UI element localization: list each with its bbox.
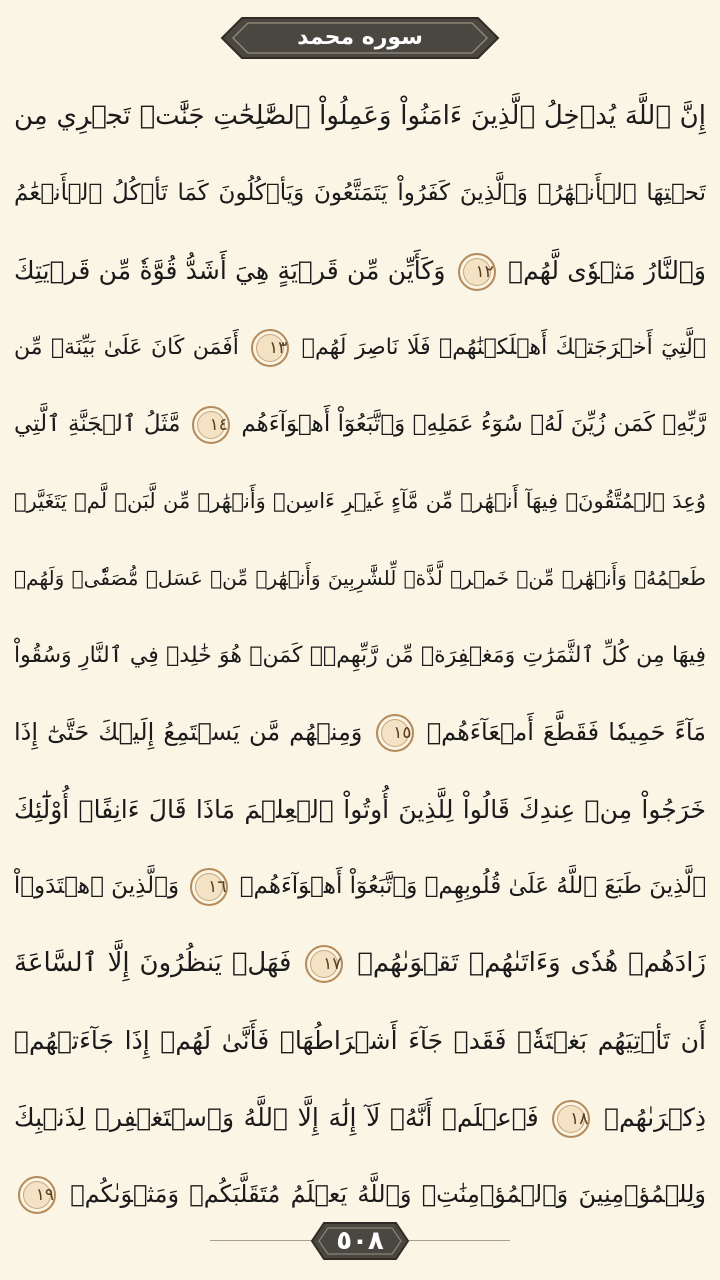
verse-line (14, 925, 706, 1002)
verse-text: ٱلَّتِيٓ أَخۡرَجَتۡكَ أَهۡلَكۡنَٰهُمۡ فَلَا نَاصِرَ لَهُمۡ (301, 335, 706, 360)
verse-text: وَكَأَيِّن مِّن قَرۡيَةٍ هِيَ أَشَدُّ قُوَّةٗ مِّن قَرۡيَتِكَ (14, 256, 446, 285)
verse-text: وَٱلنَّارُ مَثۡوٗى لَّهُمۡ (508, 256, 706, 285)
verse-line (14, 78, 706, 155)
verse-text: وَلِلۡمُؤۡمِنِينَ وَٱلۡمُؤۡمِنَٰتِۗ وَٱللَّهُ يَعۡلَمُ مُتَقَلَّبَكُمۡ وَمَثۡوَىٰكُمۡ (70, 1180, 706, 1208)
verse-text: زَادَهُمۡ هُدٗى وَءَاتَىٰهُمۡ تَقۡوَىٰهُمۡ (357, 948, 706, 978)
verse-text: طَعۡمُهُۥ وَأَنۡهَٰرٞ مِّنۡ خَمۡرٖ لَّذَّةٖ لِّلشَّٰرِبِينَ وَأَنۡهَٰرٞ مِّنۡ عَسَلٖ مُّصَفّٗىۖ وَلَهُمۡ (14, 566, 706, 590)
verse-text: تَحۡتِهَا ٱلۡأَنۡهَٰرُۖ وَٱلَّذِينَ كَفَرُواْ يَتَمَتَّعُونَ وَيَأۡكُلُونَ كَمَا تَأۡكُلُ ٱلۡأَنۡعَٰمُ (14, 180, 706, 206)
page-number-badge (310, 1220, 410, 1262)
verse-text: مَآءً حَمِيمٗا فَقَطَّعَ أَمۡعَآءَهُمۡ (426, 718, 706, 746)
ayah-number-marker: ١٨ (552, 1100, 590, 1138)
ayah-number-marker: ١٥ (376, 714, 414, 752)
verse-line (14, 771, 706, 848)
verse-text: وُعِدَ ٱلۡمُتَّقُونَۖ فِيهَآ أَنۡهَٰرٞ مِّن مَّآءٍ غَيۡرِ ءَاسِنٖ وَأَنۡهَٰرٞ مِّن لَّبَنٖ لَّمۡ يَتَغَيَّرۡ (14, 489, 706, 513)
verse-text: وَٱلَّذِينَ ٱهۡتَدَوۡاْ (14, 873, 180, 899)
verse-text: خَرَجُواْ مِنۡ عِندِكَ قَالُواْ لِلَّذِينَ أُوتُواْ ٱلۡعِلۡمَ مَاذَا قَالَ ءَانِفًاۚ أُوْلَٰٓئِكَ (14, 795, 706, 824)
verse-text: رَّبِّهِۦ كَمَن زُيِّنَ لَهُۥ سُوٓءُ عَمَلِهِۦ وَٱتَّبَعُوٓاْ أَهۡوَآءَهُم (241, 411, 706, 437)
page-footer (0, 1216, 720, 1266)
ayah-number-marker: ١٤ (192, 406, 230, 444)
verse-text: فَهَلۡ يَنظُرُونَ إِلَّا ٱلسَّاعَةَ (14, 948, 292, 978)
verses-block (14, 78, 706, 1233)
verse-line (14, 386, 706, 463)
verse-text: وَمِنۡهُم مَّن يَسۡتَمِعُ إِلَيۡكَ حَتَّىٰٓ إِذَا (14, 718, 363, 746)
ayah-number-marker: ١٢ (458, 253, 496, 291)
verse-line (14, 694, 706, 771)
verse-text: إِنَّ ٱللَّهَ يُدۡخِلُ ٱلَّذِينَ ءَامَنُواْ وَعَمِلُواْ ٱلصَّٰلِحَٰتِ جَنَّٰتٖ تَجۡرِي مِن (14, 101, 706, 131)
verse-line (14, 540, 706, 617)
verse-text: أَن تَأۡتِيَهُم بَغۡتَةٗۖ فَقَدۡ جَآءَ أَشۡرَاطُهَاۚ فَأَنَّىٰ لَهُمۡ إِذَا جَآءَتۡهُمۡ (14, 1026, 706, 1055)
verse-text: ذِكۡرَىٰهُمۡ (604, 1103, 706, 1132)
verse-line (14, 463, 706, 540)
verse-line (14, 617, 706, 694)
verse-line (14, 155, 706, 232)
ayah-number-marker: ١٣ (251, 329, 289, 367)
verse-line (14, 309, 706, 386)
verse-text: ٱلَّذِينَ طَبَعَ ٱللَّهُ عَلَىٰ قُلُوبِهِمۡ وَٱتَّبَعُوٓاْ أَهۡوَآءَهُمۡ (239, 873, 706, 899)
verse-line (14, 848, 706, 925)
page-number: ٥٠٨ (336, 1226, 384, 1256)
verse-text: مَّثَلُ ٱلۡجَنَّةِ ٱلَّتِي (14, 411, 181, 437)
ayah-number-marker: ١٦ (190, 868, 228, 906)
surah-header-banner (218, 14, 502, 62)
verse-line (14, 1079, 706, 1156)
verse-line (14, 1002, 706, 1079)
ayah-number-marker: ١٧ (305, 945, 343, 983)
verse-text: فِيهَا مِن كُلِّ ٱلثَّمَرَٰتِ وَمَغۡفِرَةٞ مِّن رَّبِّهِمۡۖ كَمَنۡ هُوَ خَٰلِدٞ فِي ٱلنَّارِ وَسُقُواْ (14, 643, 706, 668)
ayah-number-marker: ١٩ (18, 1176, 56, 1214)
surah-title: سوره محمد (297, 25, 423, 50)
verse-text: فَٱعۡلَمۡ أَنَّهُۥ لَآ إِلَٰهَ إِلَّا ٱللَّهُ وَٱسۡتَغۡفِرۡ لِذَنۢبِكَ (14, 1103, 539, 1132)
verse-text: أَفَمَن كَانَ عَلَىٰ بَيِّنَةٖ مِّن (14, 335, 239, 360)
verse-line (14, 232, 706, 309)
